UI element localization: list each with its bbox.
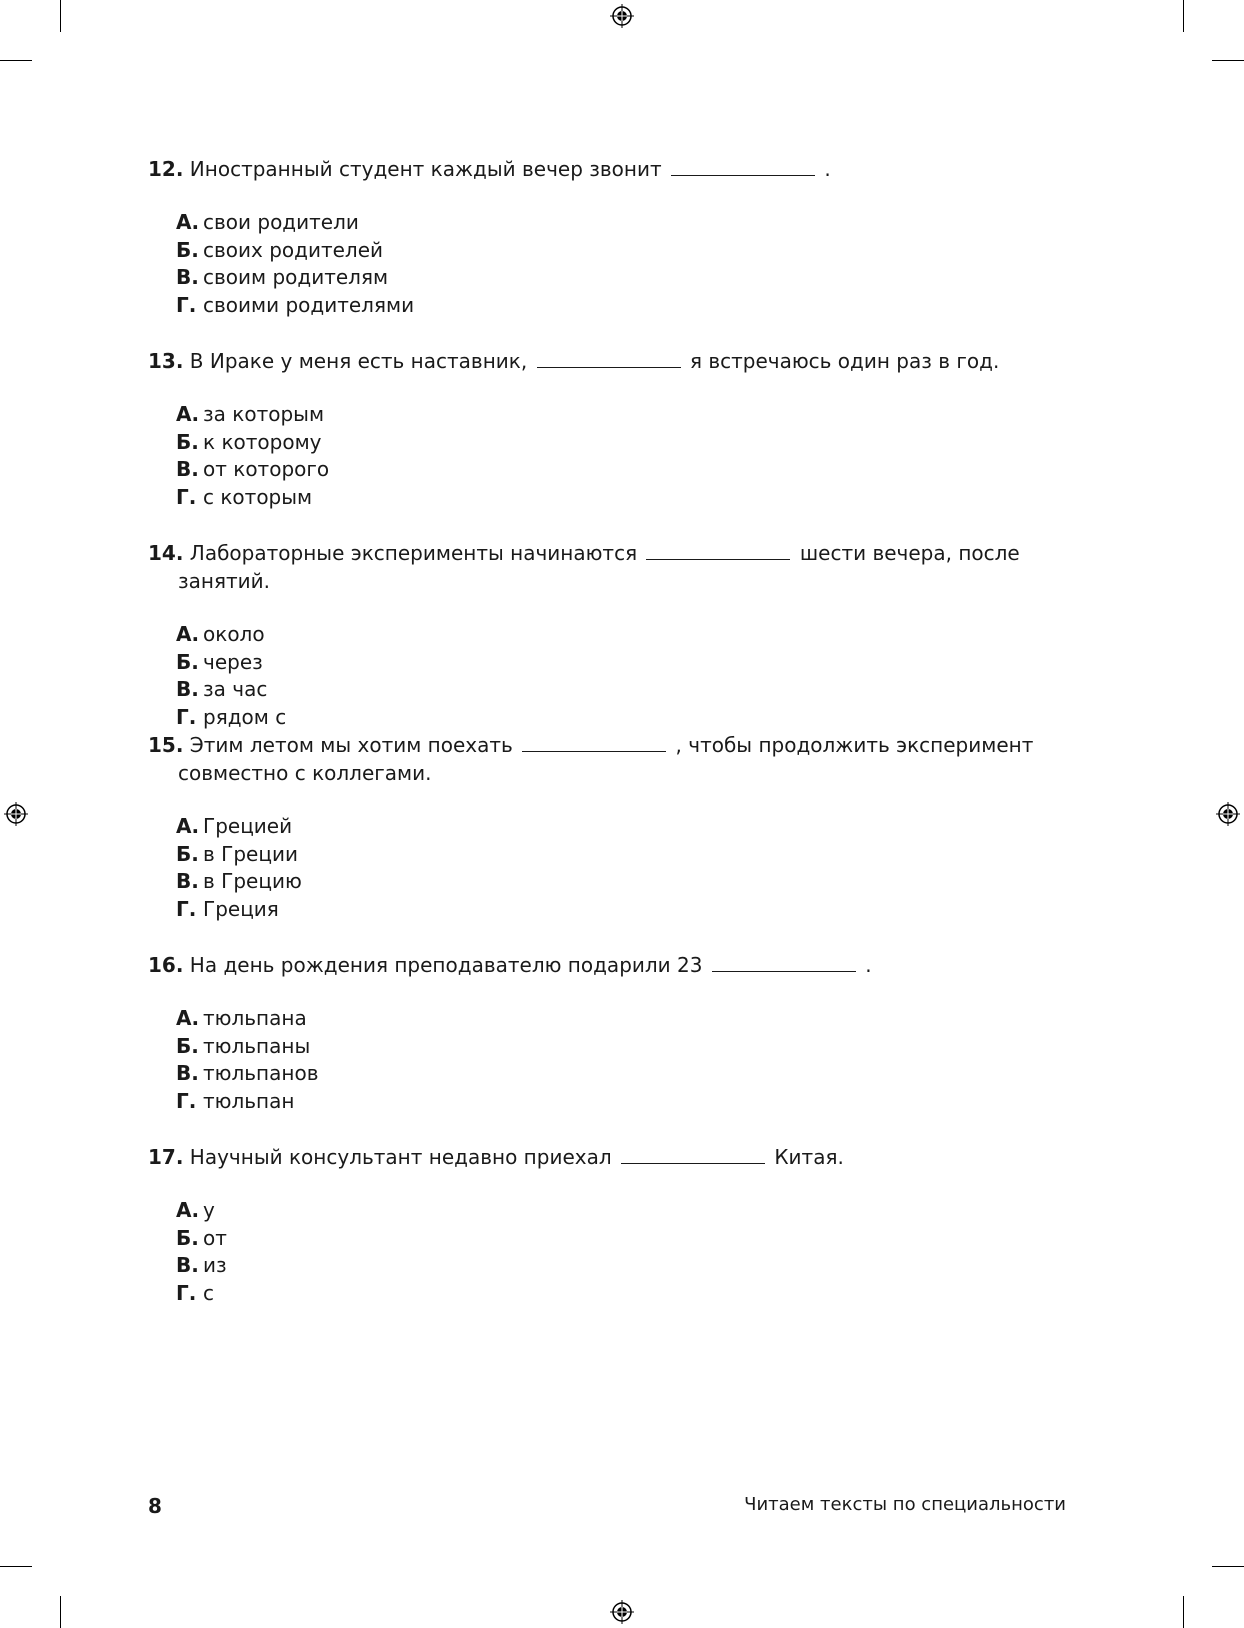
answer-blank	[712, 951, 856, 972]
option-letter: А.	[176, 622, 200, 646]
option-text: свои родители	[203, 210, 359, 234]
option-text: своим родителям	[203, 265, 389, 289]
option-g	[176, 292, 1068, 320]
option-letter: Б.	[176, 1033, 199, 1058]
question-16	[148, 951, 1068, 1115]
answer-blank	[537, 347, 681, 368]
option-g	[176, 1088, 1068, 1116]
option-text: тюльпаны	[203, 1033, 311, 1058]
running-footer-title: Читаем тексты по специальности	[744, 1494, 1066, 1515]
option-letter: А.	[176, 210, 200, 234]
question-15	[148, 731, 1068, 923]
option-text: тюльпана	[203, 1006, 307, 1030]
option-v	[176, 676, 1068, 704]
question-number: 17.	[148, 1145, 184, 1169]
crop-mark	[0, 1566, 32, 1567]
option-text: за которым	[203, 402, 325, 426]
answer-options	[148, 1197, 1068, 1307]
question-text	[148, 155, 1068, 183]
option-v	[176, 1060, 1068, 1088]
crop-mark	[1212, 1566, 1244, 1567]
option-letter: В.	[176, 1253, 199, 1277]
crop-mark	[1212, 60, 1244, 61]
answer-options	[148, 209, 1068, 319]
question-text	[148, 951, 1068, 979]
option-g	[176, 704, 1068, 732]
registration-mark-icon	[610, 4, 634, 28]
option-letter: Г.	[176, 484, 197, 509]
option-a	[176, 621, 1068, 649]
question-text	[148, 539, 1068, 595]
question-text-after: шести вечера, после занятий.	[178, 541, 1020, 593]
option-letter: Б.	[176, 841, 199, 866]
question-number: 12.	[148, 157, 184, 181]
question-text-after: Китая.	[774, 1145, 844, 1169]
question-14	[148, 539, 1068, 731]
option-a	[176, 813, 1068, 841]
option-b	[176, 1033, 1068, 1061]
question-text-before: Этим летом мы хотим поехать	[189, 733, 513, 757]
option-v	[176, 1252, 1068, 1280]
question-text	[148, 731, 1068, 787]
option-letter: А.	[176, 814, 200, 838]
option-v	[176, 456, 1068, 484]
answer-blank	[522, 731, 666, 752]
option-a	[176, 209, 1068, 237]
answer-options	[148, 621, 1068, 731]
option-text: к которому	[203, 429, 322, 454]
option-text: в Греции	[203, 841, 298, 866]
question-number: 13.	[148, 349, 184, 373]
question-text	[148, 347, 1068, 375]
option-g	[176, 1280, 1068, 1308]
option-text: тюльпанов	[203, 1061, 319, 1085]
crop-mark	[1183, 0, 1184, 32]
option-text: в Грецию	[203, 869, 302, 893]
registration-mark-icon	[1216, 802, 1240, 826]
question-text-before: Лабораторные эксперименты начинаются	[189, 541, 638, 565]
option-b	[176, 841, 1068, 869]
option-v	[176, 264, 1068, 292]
option-text: Грецией	[203, 814, 293, 838]
option-b	[176, 237, 1068, 265]
option-text: Греция	[203, 896, 279, 921]
option-text: у	[203, 1198, 215, 1222]
option-text: от	[203, 1225, 227, 1250]
option-letter: В.	[176, 869, 199, 893]
option-text: своими родителями	[203, 292, 415, 317]
option-letter: Г.	[176, 704, 197, 729]
question-text-after: я встречаюсь один раз в год.	[689, 349, 1000, 373]
question-13	[148, 347, 1068, 511]
crop-mark	[0, 60, 32, 61]
option-text: с которым	[203, 484, 313, 509]
option-text: от которого	[203, 457, 330, 481]
answer-options	[148, 401, 1068, 511]
option-v	[176, 868, 1068, 896]
option-text: рядом с	[203, 704, 287, 729]
option-letter: А.	[176, 1198, 200, 1222]
option-text: через	[203, 649, 263, 674]
question-text-before: Научный консультант недавно приехал	[189, 1145, 612, 1169]
option-letter: Г.	[176, 1280, 197, 1305]
option-letter: Б.	[176, 649, 199, 674]
option-letter: А.	[176, 1006, 200, 1030]
crop-mark	[1183, 1596, 1184, 1628]
answer-blank	[621, 1143, 765, 1164]
option-letter: В.	[176, 677, 199, 701]
option-letter: В.	[176, 265, 199, 289]
page-number: 8	[148, 1494, 162, 1518]
option-text: около	[203, 622, 265, 646]
option-b	[176, 649, 1068, 677]
question-text-after: , чтобы продолжить эксперимент совместно с коллегами.	[178, 733, 1034, 785]
option-b	[176, 1225, 1068, 1253]
option-g	[176, 484, 1068, 512]
answer-blank	[671, 155, 815, 176]
option-letter: А.	[176, 402, 200, 426]
option-a	[176, 1197, 1068, 1225]
question-text-after: .	[865, 953, 872, 977]
question-text	[148, 1143, 1068, 1171]
option-letter: Б.	[176, 1225, 199, 1250]
question-text-before: На день рождения преподавателю подарили 23	[189, 953, 703, 977]
option-letter: В.	[176, 1061, 199, 1085]
option-a	[176, 1005, 1068, 1033]
question-17	[148, 1143, 1068, 1307]
question-text-before: В Ираке у меня есть наставник,	[189, 349, 528, 373]
question-number: 16.	[148, 953, 184, 977]
option-letter: В.	[176, 457, 199, 481]
option-letter: Г.	[176, 1088, 197, 1113]
option-text: с	[203, 1280, 214, 1305]
question-12	[148, 155, 1068, 319]
option-text: за час	[203, 677, 268, 701]
option-text: из	[203, 1253, 227, 1277]
option-b	[176, 429, 1068, 457]
question-number: 15.	[148, 733, 184, 757]
question-number: 14.	[148, 541, 184, 565]
question-text-before: Иностранный студент каждый вечер звонит	[189, 157, 662, 181]
registration-mark-icon	[4, 802, 28, 826]
option-letter: Б.	[176, 237, 199, 262]
question-text-after: .	[824, 157, 831, 181]
option-letter: Г.	[176, 896, 197, 921]
option-letter: Г.	[176, 292, 197, 317]
option-a	[176, 401, 1068, 429]
option-g	[176, 896, 1068, 924]
crop-mark	[60, 0, 61, 32]
crop-mark	[60, 1596, 61, 1628]
option-text: тюльпан	[203, 1088, 295, 1113]
answer-options	[148, 1005, 1068, 1115]
answer-blank	[646, 539, 790, 560]
option-text: своих родителей	[203, 237, 384, 262]
answer-options	[148, 813, 1068, 923]
registration-mark-icon	[610, 1600, 634, 1624]
option-letter: Б.	[176, 429, 199, 454]
